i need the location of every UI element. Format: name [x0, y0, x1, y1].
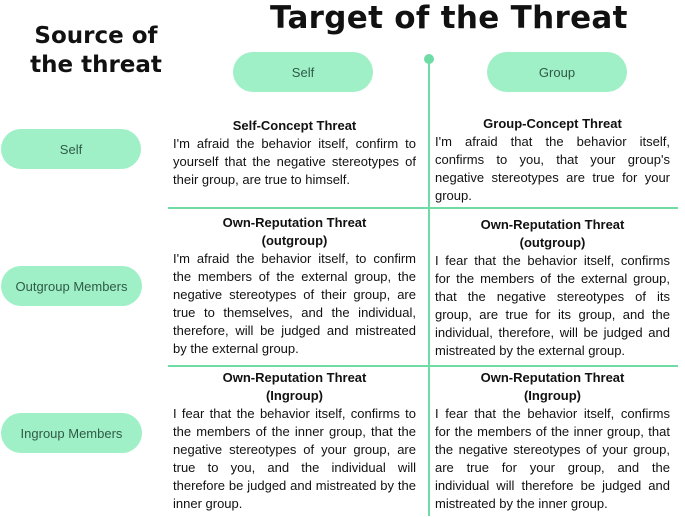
- horizontal-divider-1: [168, 207, 678, 209]
- cell-outgroup-self: [173, 214, 416, 358]
- cell-text: I'm afraid that the behavior itself, confirms to you, that your group's negative stereotypes are true for your group.: [435, 134, 670, 203]
- cell-outgroup-group: [435, 216, 670, 360]
- cell-heading: Self-Concept Threat: [232, 118, 357, 133]
- row-header-outgroup: Outgroup Members: [1, 266, 142, 306]
- cell-heading: Own-Reputation Threat: [222, 215, 367, 230]
- cell-text: I fear that the behavior itself, confirms for the members of the inner group, that the negative stereotypes of your group, are true for your group, and the individual will therefore be judged and mistreated by the inner group.: [435, 406, 670, 511]
- cell-ingroup-self: [173, 369, 416, 513]
- row-header-ingroup: Ingroup Members: [1, 413, 142, 453]
- cell-text: I'm afraid the behavior itself, confirm to yourself that the negative stereotypes of their group, are true to himself.: [173, 136, 416, 187]
- cell-text: I fear that the behavior itself, confirms to the members of the inner group, that the negative stereotypes of your group, are true to you, and the individual will therefore be judged and mistreated by the inner group.: [173, 406, 416, 511]
- cell-text: I fear that the behavior itself, confirms for the members of the external group, that the negative stereotypes of its group, are true for its group, and the individual, therefore, will be judged and mistreated by the external group.: [435, 253, 670, 358]
- vertical-divider: [428, 58, 430, 516]
- cell-heading: Own-Reputation Threat: [480, 370, 625, 385]
- cell-self-self: [173, 117, 416, 189]
- column-header-self: Self: [233, 52, 373, 92]
- source-axis-label: Source of the threat: [30, 23, 162, 78]
- cell-ingroup-group: [435, 369, 670, 513]
- cell-self-group: [435, 115, 670, 205]
- diagram-title: Target of the Threat: [270, 0, 628, 36]
- horizontal-divider-2: [168, 365, 678, 367]
- cell-subheading: (Ingroup): [265, 388, 324, 403]
- cell-heading: Group-Concept Threat: [483, 116, 622, 131]
- cell-subheading: (outgroup): [261, 233, 328, 248]
- divider-dot: [424, 54, 434, 64]
- row-header-self: Self: [1, 129, 141, 169]
- cell-subheading: (outgroup): [519, 235, 586, 250]
- cell-heading: Own-Reputation Threat: [222, 370, 367, 385]
- cell-subheading: (Ingroup): [523, 388, 582, 403]
- cell-text: I'm afraid the behavior itself, to confirm the members of the external group, the negative stereotypes of their group, are true to themselves, and the individual, therefore, will be judged and mistreated by the external group.: [173, 251, 416, 356]
- cell-heading: Own-Reputation Threat: [480, 217, 625, 232]
- column-header-group: Group: [487, 52, 627, 92]
